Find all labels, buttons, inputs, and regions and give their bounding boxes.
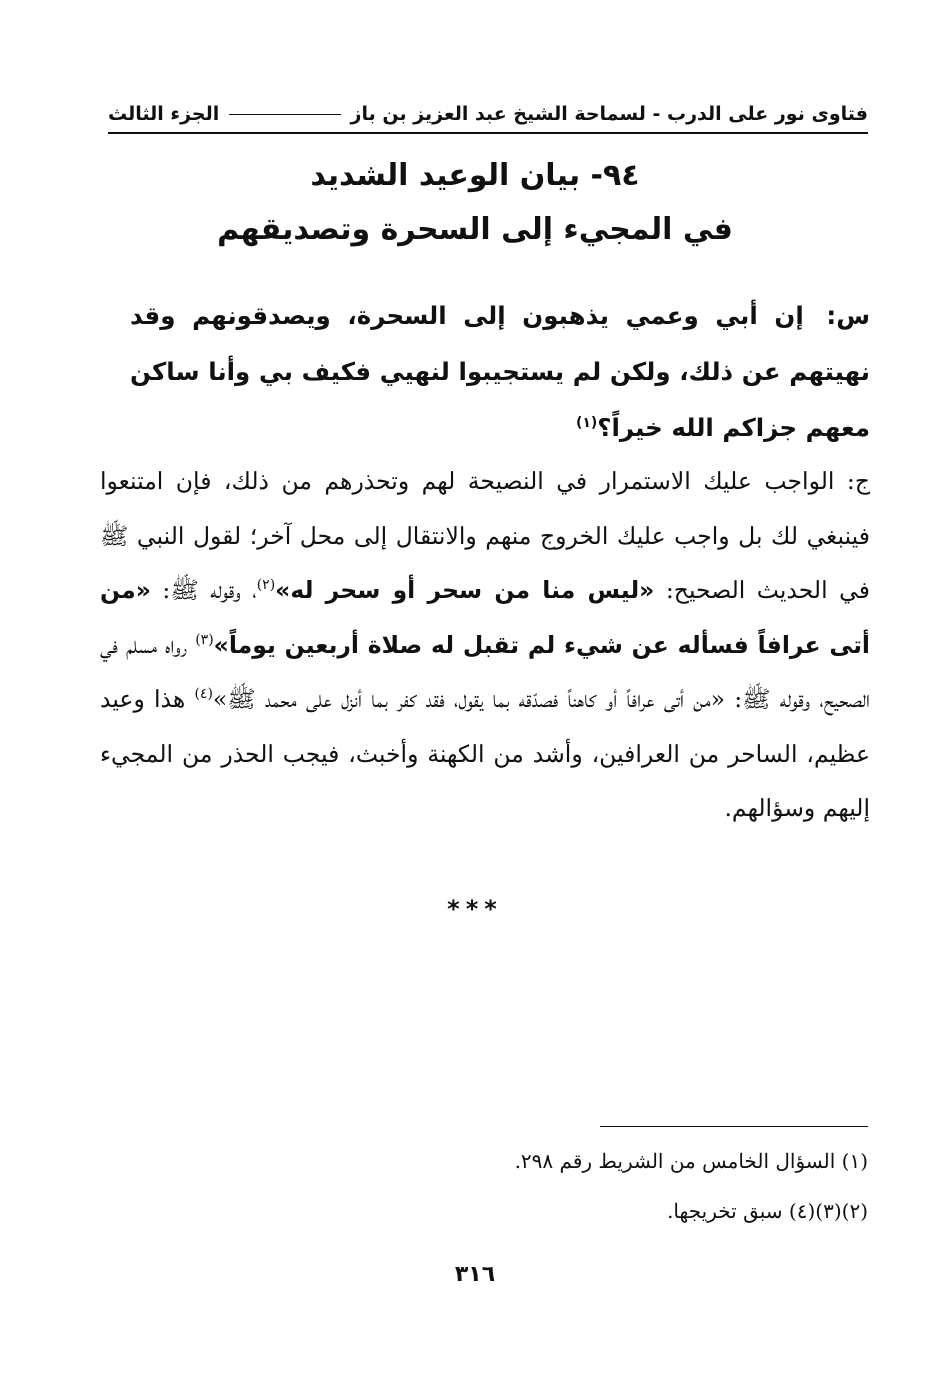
volume-label: الجزء الثالث <box>108 103 220 125</box>
answer-paragraph <box>100 454 870 836</box>
hadith-quote-1: «ليس منا من سحر أو سحر له» <box>275 576 655 604</box>
answer-text-3: رواه مسلم في الصحيح، وقوله ﷺ: <box>100 630 870 713</box>
footnote-ref-1: (١) <box>575 414 598 431</box>
hadith-quote-3: «من أتى عرافاً أو كاهناً فصدّقه بما يقول، فقد كفر بما أنزل على محمد ﷺ» <box>212 685 725 713</box>
header-rule <box>229 114 340 115</box>
answer-text-4: هذا وعيد عظيم، الساحر من العرافين، وأشد من الكهنة وأخبث، فيجب الحذر من المجيء إليهم وسؤالهم. <box>100 685 870 822</box>
question-text: إن أبي وعمي يذهبون إلى السحرة، ويصدقونهم وقد نهيتهم عن ذلك، ولكن لم يستجيبوا لنهيي فكيف بي وأنا ساكن معهم جزاكم الله خيراً؟ <box>130 301 870 442</box>
hadith-quote-2: «من أتى عرافاً فسأله عن شيء لم تقبل له صلاة أربعين يوماً» <box>100 576 870 659</box>
footnote-2: (٢)(٣)(٤) سبق تخريجها. <box>667 1199 868 1223</box>
footnote-ref-3: (٣) <box>195 631 214 648</box>
footnote-ref-4: (٤) <box>194 686 213 703</box>
section-separator: *** <box>447 895 503 923</box>
answer-text-1: الواجب عليك الاستمرار في النصيحة لهم وتحذرهم من ذلك، فإن امتنعوا فينبغي لك بل واجب عليك الخروج منهم والانتقال إلى محل آخر؛ لقول النبي ﷺ في الحديث الصحيح: <box>100 467 870 604</box>
footnote-ref-2: (٢) <box>256 577 276 594</box>
question-paragraph <box>130 288 870 456</box>
page-number: ٣١٦ <box>454 1262 496 1287</box>
answer-text-2: ، وقوله ﷺ: <box>162 576 257 604</box>
footnote-rule <box>600 1126 868 1127</box>
book-title: فتاوى نور على الدرب - لسماحة الشيخ عبد العزيز بن باز <box>350 103 868 125</box>
fatwa-subtitle: في المجيء إلى السحرة وتصديقهم <box>217 212 733 247</box>
footnote-1: (١) السؤال الخامس من الشريط رقم ٢٩٨. <box>514 1149 868 1173</box>
footnotes <box>100 1136 868 1236</box>
running-header <box>108 96 868 134</box>
fatwa-title: ٩٤- بيان الوعيد الشديد <box>310 158 640 193</box>
answer-label: ج: <box>846 467 870 495</box>
question-label: س: <box>826 301 871 330</box>
